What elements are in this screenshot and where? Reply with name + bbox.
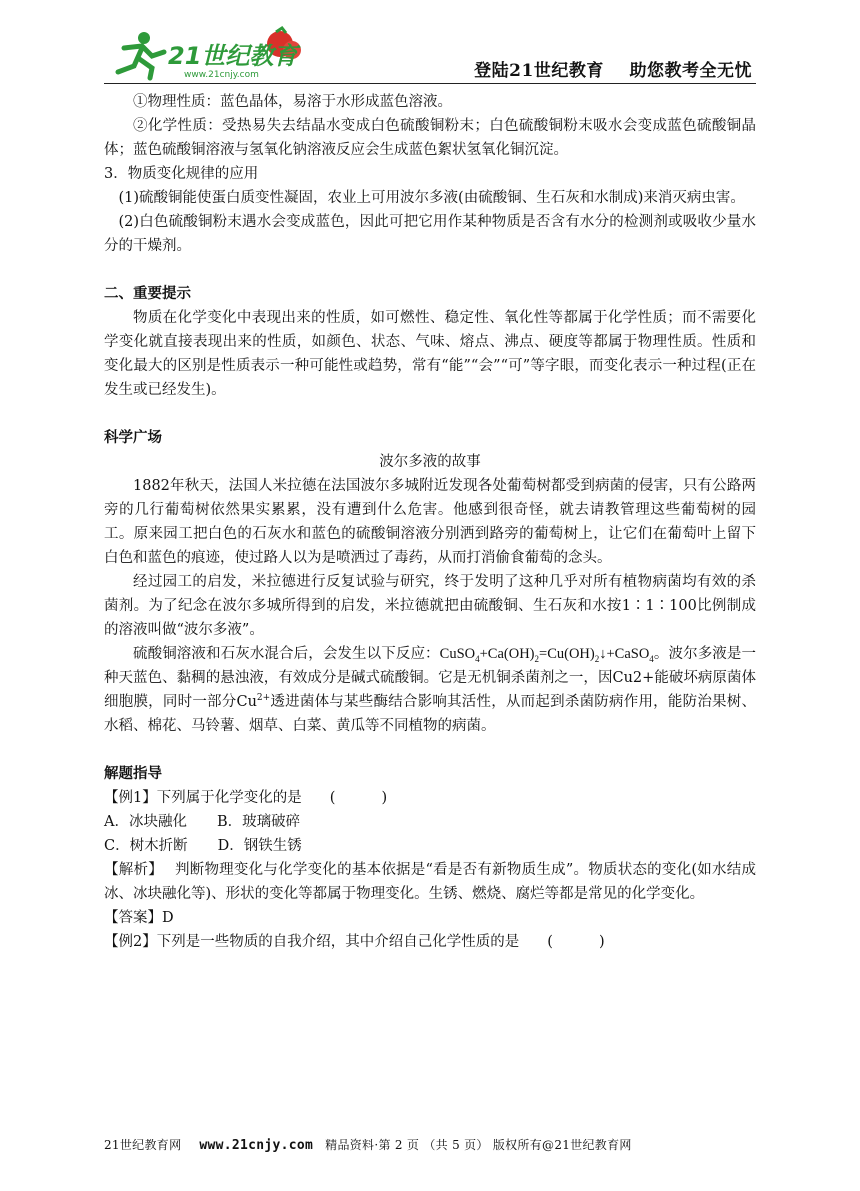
tips-paragraph: 物质在化学变化中表现出来的性质，如可燃性、稳定性、氧化性等都属于化学性质；而不需要化学变化就直接表现出来的性质，如颜色、状态、气味、熔点、沸点、硬度等都属于物理性质。性质和变化最大的区别是性质表示一种可能性或趋势，常有“能”“会”“可”等字眼，而变化表示一种过程(正在发生或已经发生)。 — [104, 310, 756, 398]
answer-label: 【答案】 — [104, 910, 162, 926]
logo-url: www.21cnjy.com — [184, 70, 259, 80]
application-2: (2)白色硫酸铜粉末遇水会变成蓝色，因此可把它用作某种物质是否含有水分的检测剂或吸收少量水分的干燥剂。 — [104, 214, 756, 254]
chemical-property: ②化学性质：受热易失去结晶水变成白色硫酸铜粉末；白色硫酸铜粉末吸水会变成蓝色硫酸铜晶体；蓝色硫酸铜溶液与氢氧化钠溶液反应会生成蓝色絮状氢氧化铜沉淀。 — [104, 118, 756, 158]
analysis-label: 【解析】 — [104, 862, 163, 878]
example-1: 【例1】下列属于化学变化的是 ( ) — [104, 790, 388, 806]
document-body — [104, 90, 756, 954]
answer-value: D — [162, 910, 174, 926]
answer-blank: ( ) — [329, 790, 388, 806]
option-a: A．冰块融化 — [104, 814, 187, 830]
physical-property: ①物理性质：蓝色晶体，易溶于水形成蓝色溶液。 — [133, 94, 452, 110]
answer-blank: ( ) — [547, 934, 605, 950]
options-row-2 — [104, 834, 756, 858]
option-c: C．树木折断 — [104, 838, 188, 854]
header-slogan: 登陆21世纪教育 助您教考全无忧 — [474, 61, 752, 81]
example-2-label: 【例2】 — [104, 934, 157, 950]
section-title-science: 科学广场 — [104, 429, 162, 446]
option-b: B．玻璃破碎 — [216, 814, 301, 830]
answer — [104, 906, 756, 930]
example-2: 【例2】下列是一些物质的自我介绍，其中介绍自己化学性质的是 ( ) — [104, 934, 605, 950]
footer-url[interactable]: www.21cnjy.com — [199, 1138, 314, 1153]
chemical-equation: $CuSO_4+Ca(OH)_2=Cu(OH)_2↓+CaSO_4$ — [439, 646, 654, 664]
story-paragraph-3: 硫酸铜溶液和石灰水混合后，会发生以下反应：$CuSO_4+Ca(OH)_2=Cu(OH)_2↓+CaSO_4$。波尔多液是一种天蓝色、黏稠的悬浊液，有效成分是碱式硫酸铜。它是无机铜杀菌剂之一，因Cu2+能破坏病原菌体细胞膜，同时一部分$Cu^{2+}$透进菌体与某些酶结合影响其活性，从而起到杀菌防病作用，能防治果树、水稻、棉花、马铃薯、烟草、白菜、黄瓜等不同植物的病菌。 — [104, 646, 757, 734]
story-title: 波尔多液的故事 — [379, 454, 481, 470]
page-footer — [104, 1136, 756, 1153]
application-1: (1)硫酸铜能使蛋白质变性凝固，农业上可用波尔多液(由硫酸铜、生石灰和水制成)来消灭病虫害。 — [118, 190, 745, 206]
options-row-1 — [104, 810, 756, 834]
section-title-guide: 解题指导 — [104, 765, 162, 782]
example-1-label: 【例1】 — [104, 790, 157, 806]
analysis: 【解析】 判断物理变化与化学变化的基本依据是“看是否有新物质生成”。物质状态的变化(如水结成冰、冰块融化等)、形状的变化等都属于物理变化。生锈、燃烧、腐烂等都是常见的化学变化。 — [104, 862, 757, 902]
logo — [104, 26, 304, 82]
header-divider — [104, 83, 756, 84]
runner-icon — [118, 32, 164, 78]
page-header — [104, 26, 756, 84]
story-paragraph-1: 1882年秋天，法国人米拉德在法国波尔多城附近发现各处葡萄树都受到病菌的侵害，只有公路两旁的几行葡萄树依然果实累累，没有遭到什么危害。他感到很奇怪，就去请教管理这些葡萄树的园工。原来园工把白色的石灰水和蓝色的硫酸铜溶液分别洒到路旁的葡萄树上，让它们在葡萄叶上留下白色和蓝色的痕迹，使过路人以为是喷洒过了毒药，从而打消偷食葡萄的念头。 — [104, 478, 756, 566]
section-title-tips: 二、重要提示 — [104, 285, 191, 302]
reaction-intro: 硫酸铜溶液和石灰水混合后，会发生以下反应： — [133, 646, 440, 662]
footer-info: 精品资料·第 2 页 （共 5 页） 版权所有@21世纪教育网 — [325, 1138, 632, 1152]
story-paragraph-2: 经过园工的启发，米拉德进行反复试验与研究，终于发明了这种几乎对所有植物病菌均有效的杀菌剂。为了纪念在波尔多城所得到的启发，米拉德就把由硫酸铜、生石灰和水按1∶1∶100比例制成的溶液叫做“波尔多液”。 — [104, 574, 756, 638]
footer-site-name: 21世纪教育网 — [104, 1138, 182, 1152]
logo-text: 21世纪教育 — [168, 42, 298, 70]
option-d: D．钢铁生锈 — [217, 838, 302, 854]
subheading-application: 3．物质变化规律的应用 — [104, 166, 259, 182]
